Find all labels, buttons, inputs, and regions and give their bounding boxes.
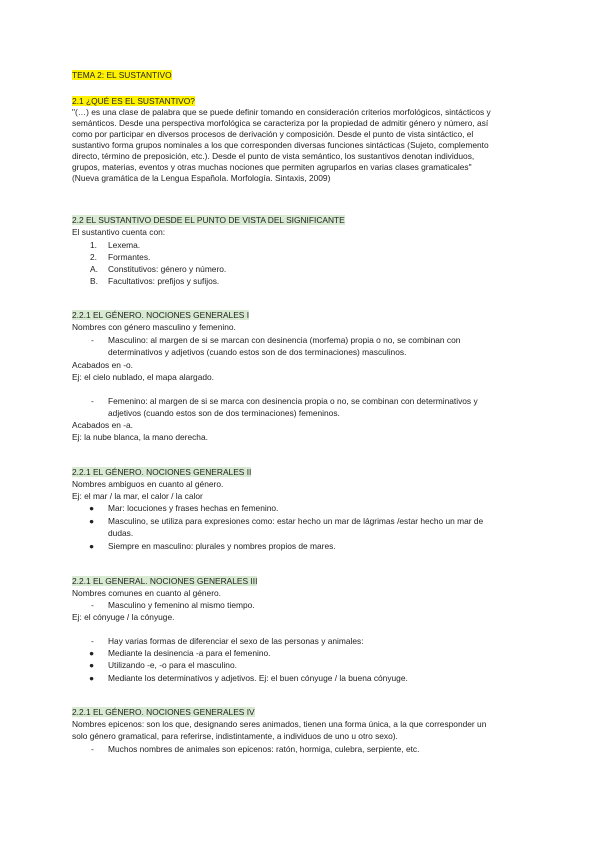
definition-line: sustantivo forma grupos nominales a los que corresponden diversas funciones sintácticas (Sujeto, complemento bbox=[72, 140, 489, 150]
list-item: Constitutivos: género y número. bbox=[108, 264, 227, 274]
section-intro: Nombres con género masculino y femenino. bbox=[72, 322, 236, 332]
example: Ej: el cónyuge / la cónyuge. bbox=[72, 612, 175, 622]
definition-line: "(…) es una clase de palabra que se puede definir tomando en consideración criterios morfológicos, sintácticos y bbox=[72, 107, 491, 117]
dash-marker: - bbox=[91, 600, 94, 610]
dash-marker: - bbox=[91, 335, 94, 345]
section-intro: Nombres ambiguos en cuanto al género. bbox=[72, 479, 224, 489]
list-marker: 1. bbox=[90, 240, 97, 250]
bullet-marker: ● bbox=[89, 541, 95, 551]
definition-line: directo, término de preposición, etc.). Desde el punto de vista semántico, los sustantivos denotan individuos, bbox=[72, 151, 475, 161]
list-marker: 2. bbox=[90, 252, 97, 262]
bullet-item: Mar: locuciones y frases hechas en femenino. bbox=[108, 503, 279, 513]
example: Ej: el mar / la mar, el calor / la calor bbox=[72, 491, 203, 501]
section-heading-2-2-1-ii: 2.2.1 EL GÉNERO. NOCIONES GENERALES II bbox=[72, 467, 252, 477]
section-heading-2-2-1-iv: 2.2.1 EL GÉNERO. NOCIONES GENERALES IV bbox=[72, 707, 255, 717]
section-heading-2-1: 2.1 ¿QUÉ ES EL SUSTANTIVO? bbox=[72, 96, 195, 106]
section-heading-2-2-1-i: 2.2.1 EL GÉNERO. NOCIONES GENERALES I bbox=[72, 310, 250, 320]
list-item: Lexema. bbox=[108, 240, 141, 250]
dash-marker: - bbox=[91, 744, 94, 754]
dash-item: Hay varias formas de diferenciar el sexo de las personas y animales: bbox=[108, 636, 364, 646]
bullet-item-continuation: dudas. bbox=[108, 528, 134, 538]
dash-item: Muchos nombres de animales son epicenos: ratón, hormiga, culebra, serpiente, etc. bbox=[108, 744, 420, 754]
dash-marker: - bbox=[91, 636, 94, 646]
ending-note: Acabados en -o. bbox=[72, 360, 133, 370]
example: Ej: el cielo nublado, el mapa alargado. bbox=[72, 372, 215, 382]
ending-note: Acabados en -a. bbox=[72, 420, 133, 430]
bullet-marker: ● bbox=[89, 648, 95, 658]
document-title: TEMA 2: EL SUSTANTIVO bbox=[72, 70, 172, 80]
list-marker: B. bbox=[90, 276, 98, 286]
bullet-item: Siempre en masculino: plurales y nombres propios de mares. bbox=[108, 541, 336, 551]
bullet-item: Mediante la desinencia -a para el femenino. bbox=[108, 648, 271, 658]
dash-marker: - bbox=[91, 396, 94, 406]
bullet-item: Utilizando -e, -o para el masculino. bbox=[108, 660, 237, 670]
bullet-marker: ● bbox=[89, 503, 95, 513]
epicene-definition-line: solo género gramatical, para referirse, indistintamente, a individuos de uno u otro sexo). bbox=[72, 731, 398, 741]
citation: (Nueva gramática de la Lengua Española. Morfología. Sintaxis, 2009) bbox=[72, 173, 331, 183]
epicene-definition-line: Nombres epicenos: son los que, designando seres animados, tienen una forma única, a la que corresponder un bbox=[72, 719, 487, 729]
feminine-line: adjetivos (cuando estos son de dos terminaciones) femeninos. bbox=[108, 408, 340, 418]
bullet-item: Masculino, se utiliza para expresiones como: estar hecho un mar de lágrimas /estar hecho un mar de bbox=[108, 516, 484, 526]
section-heading-2-2: 2.2 EL SUSTANTIVO DESDE EL PUNTO DE VISTA DEL SIGNIFICANTE bbox=[72, 215, 345, 225]
bullet-item: Mediante los determinativos y adjetivos. Ej: el buen cónyuge / la buena cónyuge. bbox=[108, 673, 408, 683]
example: Ej: la nube blanca, la mano derecha. bbox=[72, 432, 208, 442]
masculine-line: determinativos y adjetivos (cuando estos son de dos terminaciones) masculinos. bbox=[108, 347, 407, 357]
list-item: Formantes. bbox=[108, 252, 151, 262]
section-intro: Nombres comunes en cuanto al género. bbox=[72, 588, 221, 598]
bullet-marker: ● bbox=[89, 660, 95, 670]
section-intro: El sustantivo cuenta con: bbox=[72, 227, 166, 237]
definition-line: como por participar en diversos procesos de derivación y composición. Desde el punto de vista sintáctico, el bbox=[72, 129, 474, 139]
definition-line: grupos, materias, eventos y otras muchas nociones que permiten agruparlos en varias clases gramaticales" bbox=[72, 162, 472, 172]
bullet-marker: ● bbox=[89, 673, 95, 683]
section-heading-2-2-1-iii: 2.2.1 EL GENERAL. NOCIONES GENERALES III bbox=[72, 576, 258, 586]
masculine-line: Masculino: al margen de si se marcan con desinencia (morfema) propia o no, se combinan con bbox=[108, 335, 461, 345]
list-item: Facultativos: prefijos y sufijos. bbox=[108, 276, 220, 286]
dash-item: Masculino y femenino al mismo tiempo. bbox=[108, 600, 255, 610]
bullet-marker: ● bbox=[89, 516, 95, 526]
list-marker: A. bbox=[90, 264, 98, 274]
feminine-line: Femenino: al margen de si se marca con desinencia propia o no, se combinan con determinativos y bbox=[108, 396, 478, 406]
definition-line: semánticos. Desde una perspectiva morfológica se caracteriza por la propiedad de admitir género y número, así bbox=[72, 118, 489, 128]
